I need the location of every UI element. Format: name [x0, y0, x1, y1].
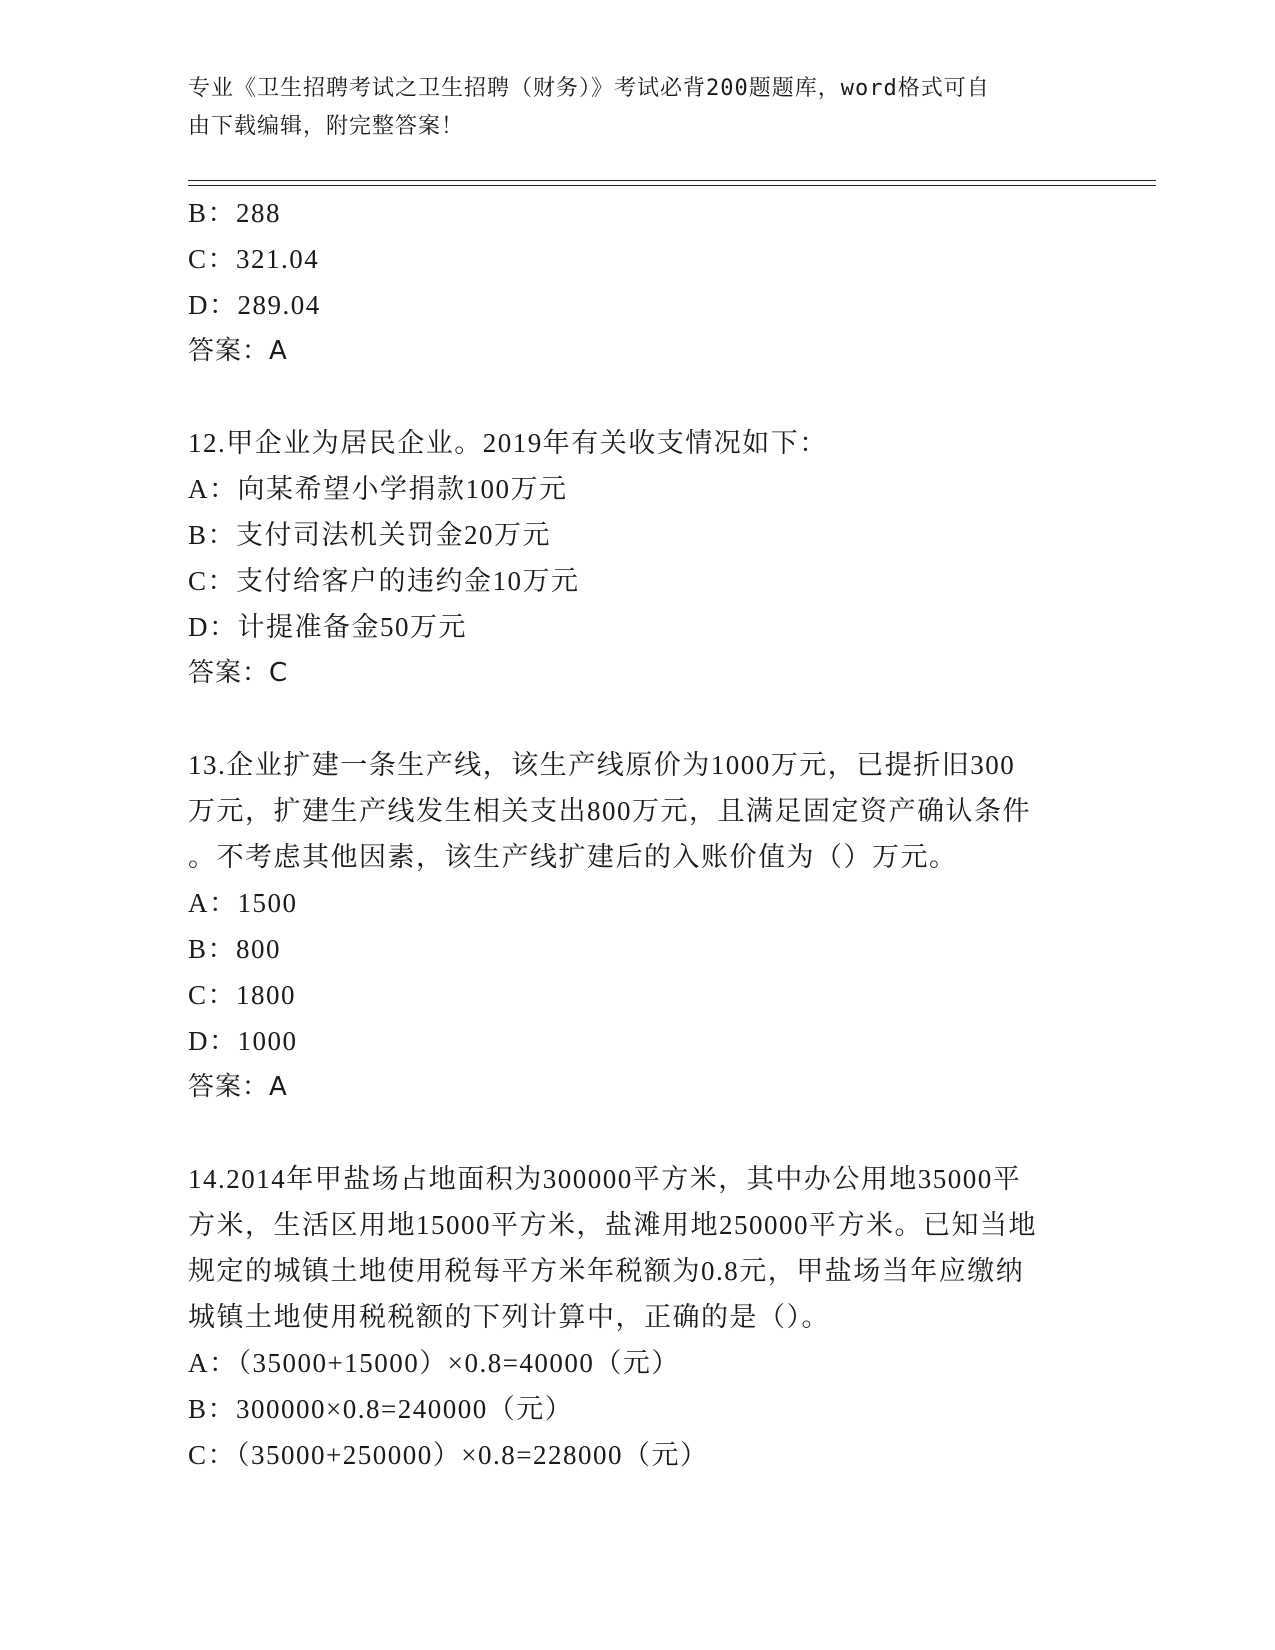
- option-d: D：1000: [188, 1026, 298, 1056]
- header-rule-bottom: [188, 185, 1156, 186]
- option-b: B：300000×0.8=240000（元）: [188, 1394, 574, 1424]
- answer: 答案：A: [188, 1072, 288, 1102]
- option-a: A：向某希望小学捐款100万元: [188, 474, 568, 504]
- header-rule-top: [188, 180, 1156, 181]
- answer: 答案：A: [188, 336, 288, 366]
- question-12: [188, 420, 1088, 696]
- question-13: [188, 742, 1088, 1110]
- option-b: B：支付司法机关罚金20万元: [188, 520, 552, 550]
- option-d: D：289.04: [188, 290, 321, 320]
- question-stem-line: 方米，生活区用地15000平方米，盐滩用地250000平方米。已知当地: [188, 1210, 1037, 1240]
- answer: 答案：C: [188, 658, 289, 688]
- question-stem-line: 13.企业扩建一条生产线，该生产线原价为1000万元，已提折旧300: [188, 750, 1016, 780]
- option-d: D：计提准备金50万元: [188, 612, 467, 642]
- question-11: [188, 190, 1088, 374]
- header-line-2: 由下载编辑，附完整答案！: [188, 114, 465, 139]
- question-stem-line: 规定的城镇土地使用税每平方米年税额为0.8元，甲盐场当年应缴纳: [188, 1256, 1025, 1286]
- option-c: C：1800: [188, 980, 297, 1010]
- question-14: [188, 1156, 1088, 1478]
- option-a: A：（35000+15000）×0.8=40000（元）: [188, 1348, 680, 1378]
- option-c: C：321.04: [188, 244, 320, 274]
- option-c: C：支付给客户的违约金10万元: [188, 566, 580, 596]
- option-b: B：800: [188, 934, 282, 964]
- header-line-1: 专业《卫生招聘考试之卫生招聘（财务）》考试必背200题题库，word格式可自: [188, 76, 990, 101]
- question-stem-line: 城镇土地使用税税额的下列计算中，正确的是（）。: [188, 1302, 830, 1332]
- question-stem: 12.甲企业为居民企业。2019年有关收支情况如下：: [188, 428, 828, 458]
- document-body: [188, 190, 1088, 1478]
- document-header: [188, 70, 1068, 146]
- question-stem-line: 。不考虑其他因素，该生产线扩建后的入账价值为（）万元。: [188, 842, 958, 872]
- question-stem-line: 14.2014年甲盐场占地面积为300000平方米，其中办公用地35000平: [188, 1164, 1022, 1194]
- question-stem-line: 万元，扩建生产线发生相关支出800万元，且满足固定资产确认条件: [188, 796, 1031, 826]
- option-b: B：288: [188, 198, 282, 228]
- option-a: A：1500: [188, 888, 298, 918]
- option-c: C：（35000+250000）×0.8=228000（元）: [188, 1440, 709, 1470]
